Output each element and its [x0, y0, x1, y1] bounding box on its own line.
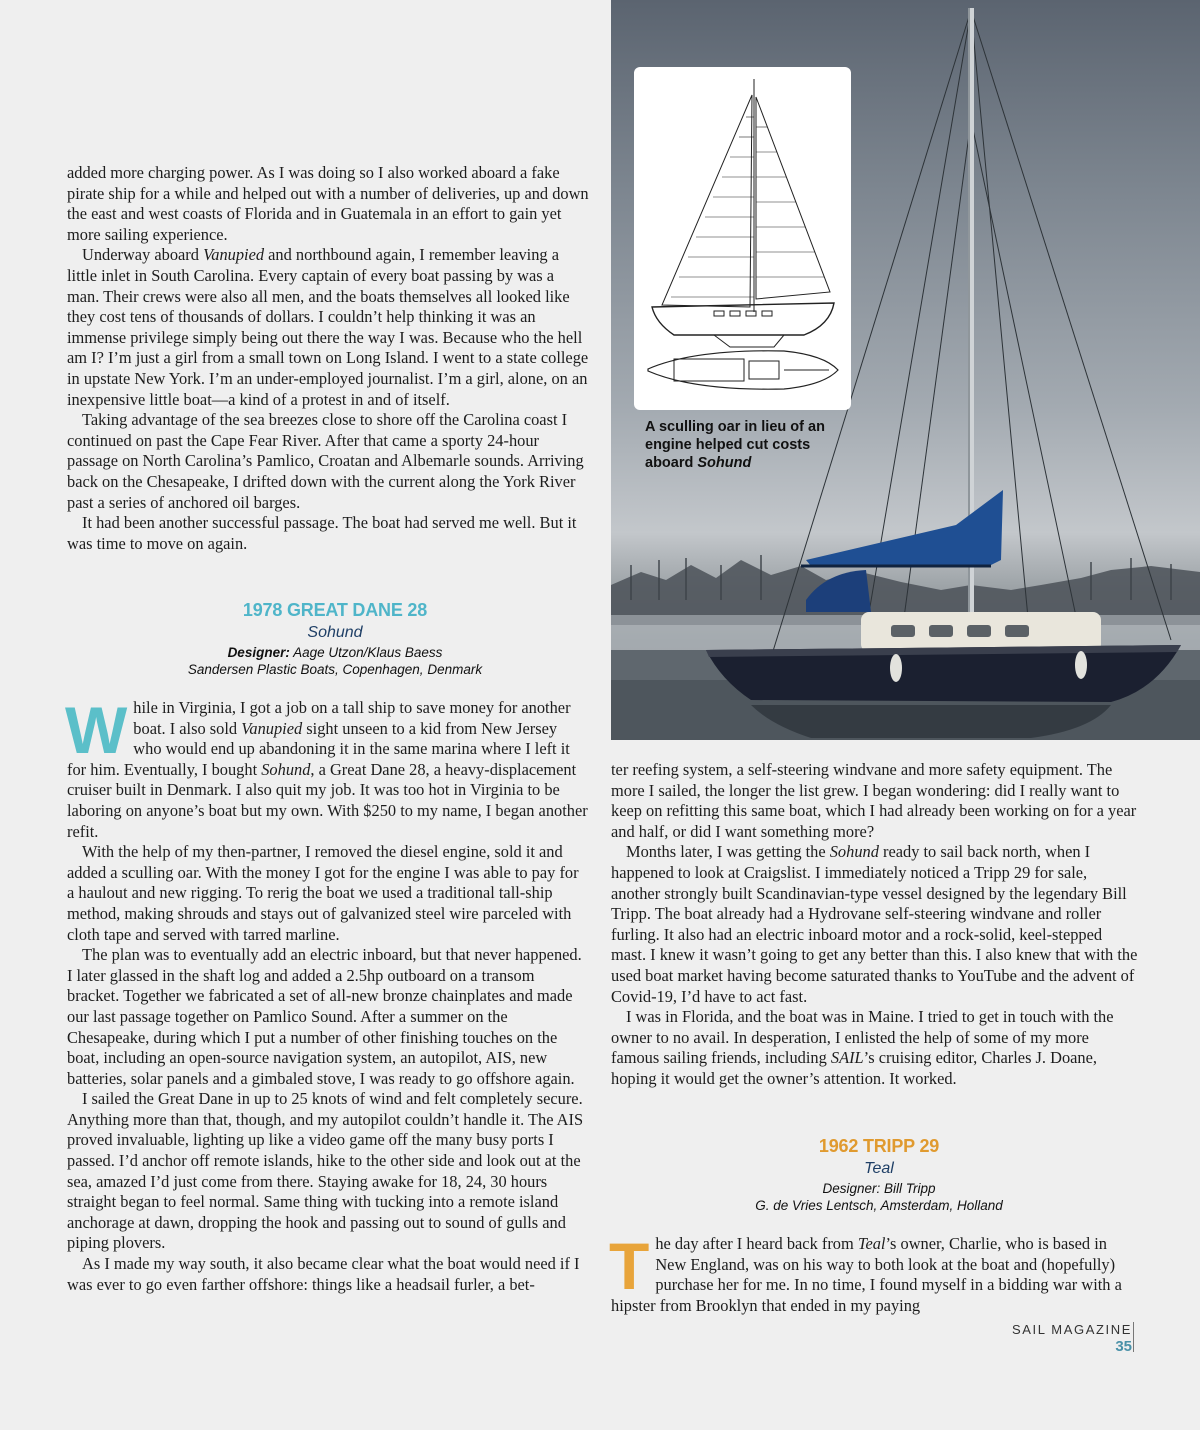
paragraph: With the help of my then-partner, I removed the diesel engine, sold it and added a sculling oar. With the money I got for the engine I was able to pay for a haulout and new rigging. To rerig the boat we used a traditional tall-ship method, making shrouds and stays out of galvanized steel wire parceled with cloth tape and served with tarred marline. — [67, 842, 579, 944]
boat-name: Sohund — [307, 624, 363, 641]
article-column-right-bottom — [609, 1229, 1139, 1316]
boat-builder: G. de Vries Lentsch, Amsterdam, Holland — [755, 1198, 1003, 1213]
photo-caption: A sculling oar in lieu of an engine helped cut costs aboard Sohund — [645, 419, 825, 471]
page-number: 35 — [1115, 1338, 1132, 1355]
paragraph: As I made my way south, it also became clear what the boat would need if I was ever to go even farther offshore: things like a headsail furler, a bet- — [67, 1254, 580, 1294]
boat-designer: Designer: Bill Tripp — [822, 1181, 936, 1196]
boat-model-heading: 1978 GREAT DANE 28 — [242, 600, 428, 620]
boat-spec-teal — [611, 1134, 1147, 1214]
paragraph: The plan was to eventually add an electric inboard, but that never happened. I later glassed in the shaft log and added a 2.5hp outboard on a transom bracket. Together we fabricated a set of all-new bronze chainplates and made our last passage together on Pamlico Sound. After a summer on the Chesapeake, during which I put a number of other finishing touches on the boat, including an open-source navigation system, an autopilot, AIS, new batteries, solar panels and a gimbaled stove, I was ready to go offshore again. — [67, 945, 582, 1088]
article-column-right-top — [611, 760, 1139, 1090]
paragraph: ter reefing system, a self-steering windvane and more safety equipment. The more I sailed, the longer the list grew. I began wondering: did I really want to keep on refitting this same boat, which I had already been working on for a year and half, or did I want something more? — [611, 760, 1137, 841]
drop-cap: W — [65, 693, 128, 767]
article-column-left-top — [67, 163, 589, 554]
paragraph: I was in Florida, and the boat was in Maine. I tried to get in touch with the owner to no avail. In desperation, I enlisted the help of some of my more famous sailing friends, including SAIL’s cruising editor, Charles J. Doane, hoping it would get the owner’s attention. It worked. — [611, 1007, 1114, 1088]
boat-name: Teal — [864, 1160, 894, 1177]
footer-divider — [1133, 1322, 1134, 1352]
drop-cap: T — [609, 1229, 650, 1303]
article-column-left-bottom — [65, 693, 589, 1295]
page-footer — [1012, 1322, 1132, 1356]
paragraph: Underway aboard Vanupied and northbound again, I remember leaving a little inlet in South Carolina. Every captain of every boat passing by was a man. Their crews were also all men, and the boats themselves all looked like they cost tens of thousands of dollars. I couldn’t help thinking it was an immense privilege simply being out there the way I was. Because who the hell am I? I’m just a girl from a small town on Long Island. I went to a state college in upstate New York. I’m an under-employed journalist. I’m a girl, alone, on an inexpensive little boat—a kind of a protest in and of itself. — [67, 245, 589, 409]
paragraph: I sailed the Great Dane in up to 25 knots of wind and felt completely secure. Anything more than that, though, and my autopilot couldn’t handle it. The AIS proved invaluable, lighting up like a video game off the many busy ports I passed. I’d anchor off remote islands, hike to the other side and look out at the sea, amazed I’d just come from there. Staying awake for 18, 24, 30 hours straight began to feel normal. Same thing with tucking into a remote island anchorage at dawn, dropping the hook and passing out to sound of gulls and piping plovers. — [67, 1089, 584, 1253]
sail-plan-drawing — [634, 67, 851, 410]
magazine-name: SAIL MAGAZINE — [1011, 1322, 1132, 1337]
boat-designer: Designer: Aage Utzon/Klaus Baess — [227, 645, 443, 660]
paragraph: It had been another successful passage. The boat had served me well. But it was time to move on again. — [67, 513, 577, 553]
paragraph: The day after I heard back from Teal’s owner, Charlie, who is based in New England, was on his way to both look at the boat and (hopefully) purchase her for me. In no time, I found myself in a bidding war with a hipster from Brooklyn that ended in my paying — [609, 1229, 1122, 1315]
paragraph: Months later, I was getting the Sohund ready to sail back north, when I happened to look at Craigslist. I immediately noticed a Tripp 29 for sale, another strongly built Scandinavian-type vessel designed by the legendary Bill Tripp. The boat already had a Hydrovane self-steering windvane and roller furling. It also had an electric inboard motor and a rock-solid, keel-stepped mast. I knew it wasn’t going to get any better than this. I also knew that with the used boat market having become saturated thanks to YouTube and the advent of Covid-19, I’d have to act fast. — [611, 842, 1138, 1006]
paragraph: Taking advantage of the sea breezes close to shore off the Carolina coast I continued on past the Cape Fear River. After that came a sporty 24-hour passage on North Carolina’s Pamlico, Croatan and Albemarle sounds. Arriving back on the Chesapeake, I drifted down with the current along the York River past a series of anchored oil barges. — [67, 410, 584, 512]
boat-model-heading: 1962 TRIPP 29 — [818, 1136, 940, 1156]
boat-builder: Sandersen Plastic Boats, Copenhagen, Denmark — [187, 662, 483, 677]
boat-spec-sohund — [67, 598, 603, 678]
paragraph: added more charging power. As I was doing so I also worked aboard a fake pirate ship for a while and helped out with a number of deliveries, up and down the east and west coasts of Florida and in Guatemala in an effort to gain yet more sailing experience. — [67, 163, 589, 244]
paragraph: While in Virginia, I got a job on a tall ship to save money for another boat. I also sold Vanupied sight unseen to a kid from New Jersey who would end up abandoning it in the same marina where I left it for him. Eventually, I bought Sohund, a Great Dane 28, a heavy-displacement cruiser built in Denmark. I also quit my job. It was too hot in Virginia to be laboring on anyone’s boat but my own. With $250 to my name, I began another refit. — [65, 693, 588, 841]
